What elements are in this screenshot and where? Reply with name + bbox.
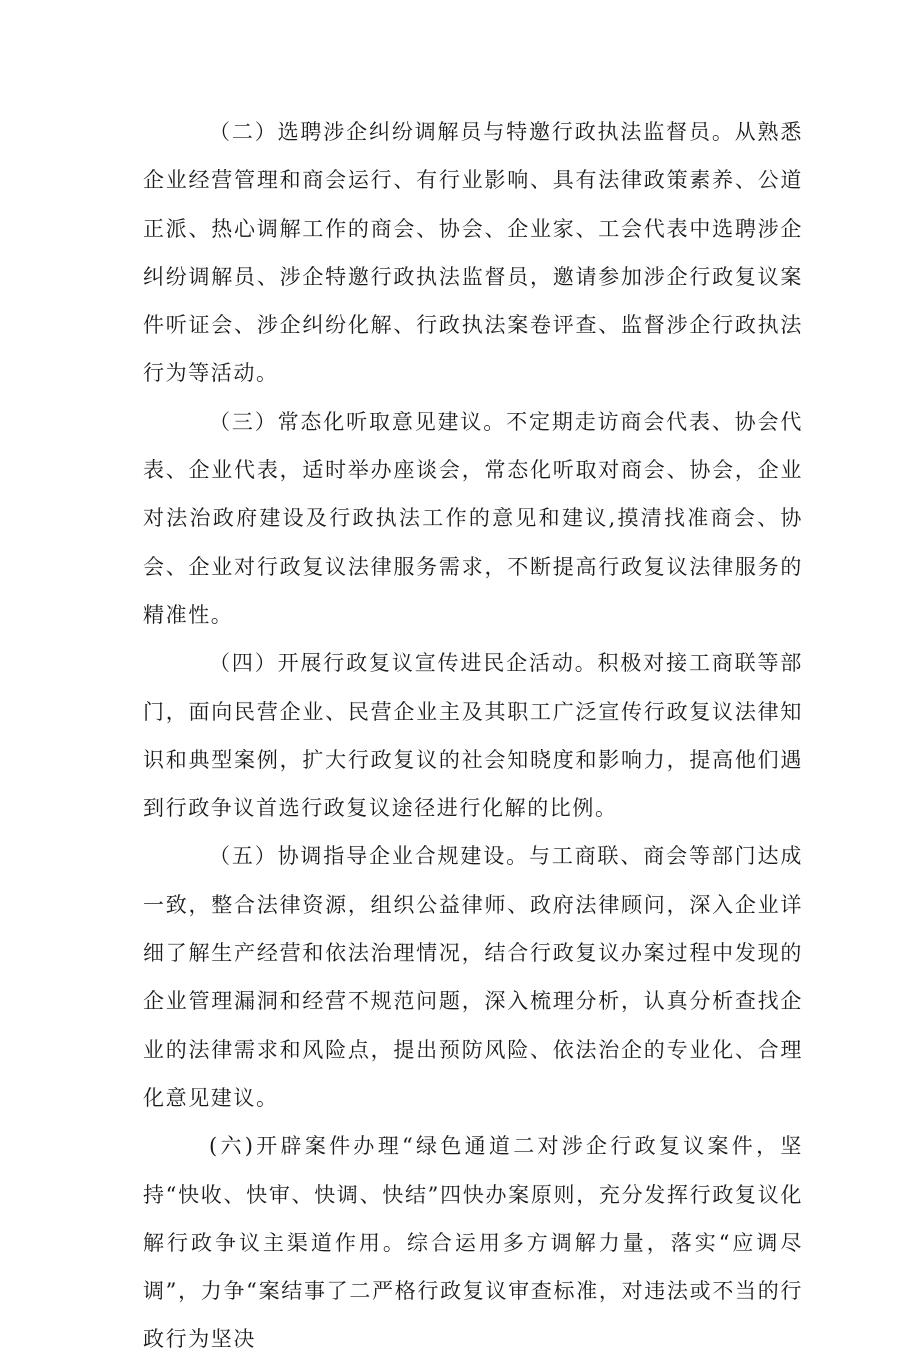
paragraph-4: （四）开展行政复议宣传进民企活动。积极对接工商联等部门，面向民营企业、民营企业主及其职工广泛宣传行政复议法律知识和典型案例，扩大行政复议的社会知晓度和影响力，提高他们遇到行政争议首选行政复议途径进行化解的比例。 xyxy=(143,651,803,821)
paragraph-5: （五）协调指导企业合规建设。与工商联、商会等部门达成一致，整合法律资源，组织公益律师、政府法律顾问，深入企业详细了解生产经营和依法治理情况，结合行政复议办案过程中发现的企业管理漏洞和经营不规范问题，深入梳理分析，认真分析查找企业的法律需求和风险点，提出预防风险、依法治企的专业化、合理化意见建议。 xyxy=(143,844,803,1110)
document-body xyxy=(143,108,803,1364)
paragraph-3: （三）常态化听取意见建议。不定期走访商会代表、协会代表、企业代表，适时举办座谈会，常态化听取对商会、协会，企业对法治政府建设及行政执法工作的意见和建议,摸清找准商会、协会、企业对行政复议法律服务需求，不断提高行政复议法律服务的精准性。 xyxy=(143,409,803,627)
paragraph-6: (六)开辟案件办理“绿色通道二对涉企行政复议案件，坚持“快收、快审、快调、快结”四快办案原则，充分发挥行政复议化解行政争议主渠道作用。综合运用多方调解力量，落实“应调尽调”，力争“案结事了二严格行政复议审查标准，对违法或不当的行政行为坚决 xyxy=(143,1134,803,1352)
paragraph-2: （二）选聘涉企纠纷调解员与特邀行政执法监督员。从熟悉企业经营管理和商会运行、有行业影响、具有法律政策素养、公道正派、热心调解工作的商会、协会、企业家、工会代表中选聘涉企纠纷调解员、涉企特邀行政执法监督员，邀请参加涉企行政复议案件听证会、涉企纠纷化解、行政执法案卷评查、监督涉企行政执法行为等活动。 xyxy=(143,120,803,386)
